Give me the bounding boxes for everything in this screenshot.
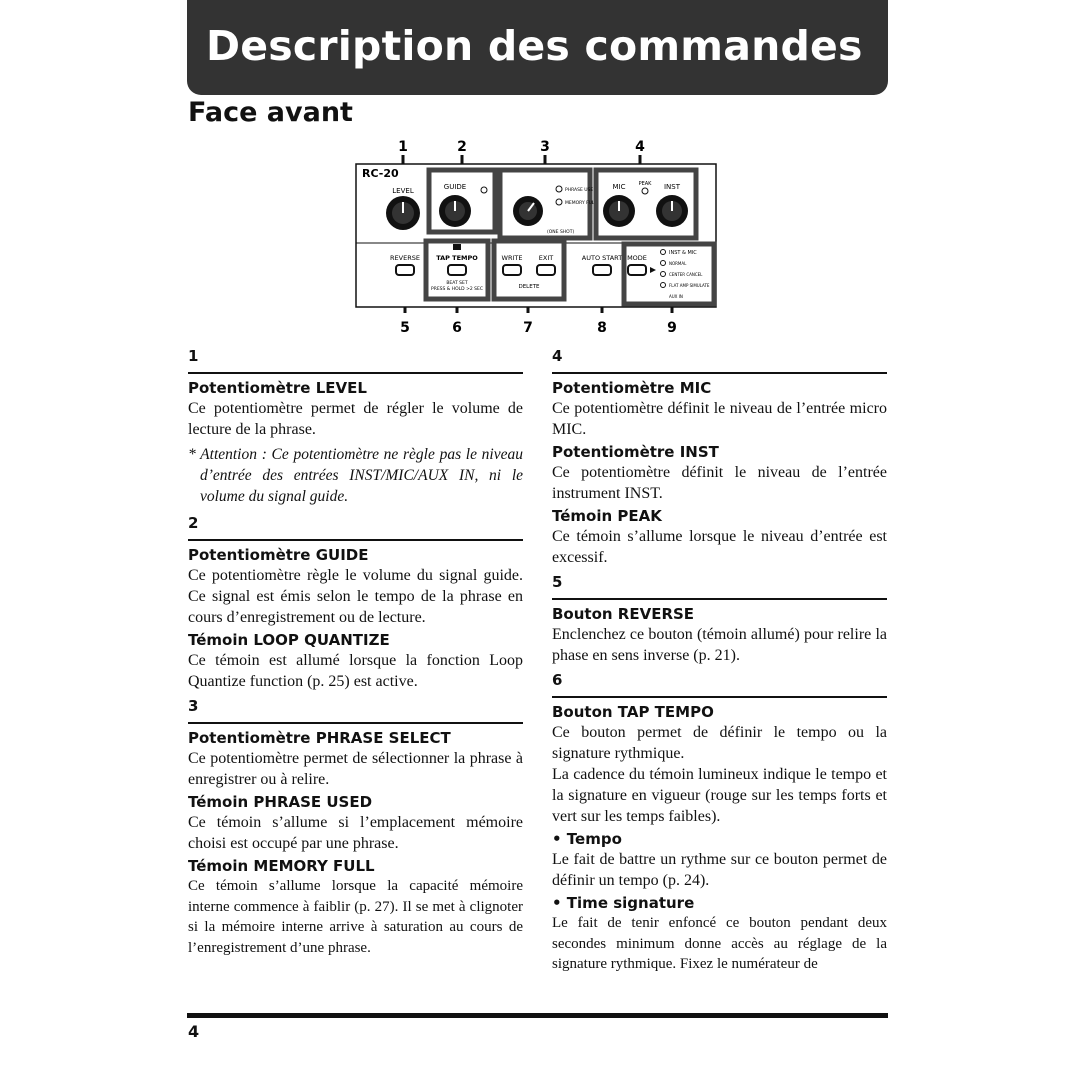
phrase-select-desc: Ce potentiomètre permet de sélectionner la phrase à enregistrer ou à relire. — [188, 750, 523, 788]
guide-knob-title: Potentiomètre GUIDE — [188, 546, 369, 564]
mode-button-icon — [628, 265, 646, 275]
tap-tempo-led-desc: La cadence du témoin lumineux indique le tempo et la signature en vigueur (rouge sur les temps forts et vert sur les temps faibles). — [552, 766, 887, 825]
flat-amp-label: FLAT AMP SIMULATE — [669, 283, 710, 288]
mode-label: MODE — [627, 254, 647, 262]
left-column — [188, 346, 523, 961]
front-panel-diagram — [340, 133, 740, 340]
auto-start-label: AUTO START — [581, 254, 623, 262]
callout-7: 7 — [523, 320, 533, 336]
memory-full-label: MEMORY FULL — [565, 201, 598, 206]
tap-tempo-button-icon — [448, 265, 466, 275]
mic-knob-desc: Ce potentiomètre définit le niveau de l’entrée micro MIC. — [552, 400, 887, 438]
guide-label: GUIDE — [443, 183, 467, 191]
loop-quantize-title: Témoin LOOP QUANTIZE — [188, 631, 390, 649]
memory-full-desc: Ce témoin s’allume lorsque la capacité mémoire interne commence à faiblir (p. 27). Il se met à clignoter si la mémoire interne arrive à saturation au cours de l’enregistrement d’une phrase. — [188, 878, 523, 956]
section-number-2: 2 — [188, 513, 523, 541]
level-knob-icon — [386, 196, 420, 230]
one-shot-label: (ONE SHOT) — [547, 230, 575, 235]
tap-tempo-led-icon — [453, 244, 461, 250]
inst-label: INST — [663, 183, 681, 191]
memory-full-title: Témoin MEMORY FULL — [188, 857, 375, 875]
section-number-4: 4 — [552, 346, 887, 374]
page-number: 4 — [188, 1022, 200, 1041]
phrase-used-label: PHRASE USED — [565, 188, 597, 193]
guide-knob-desc: Ce potentiomètre règle le volume du signal guide. Ce signal est émis selon le tempo de la phrase en cours d’enregistrement ou de lecture. — [188, 567, 523, 626]
reverse-button-desc: Enclenchez ce bouton (témoin allumé) pour relire la phase en sens inverse (p. 21). — [552, 626, 887, 664]
phrase-select-title: Potentiomètre PHRASE SELECT — [188, 729, 451, 747]
center-cancel-led-icon — [661, 272, 666, 277]
center-cancel-label: CENTER CANCEL — [669, 272, 703, 277]
callout-4: 4 — [635, 139, 645, 155]
level-knob-desc: Ce potentiomètre permet de régler le volume de lecture de la phrase. — [188, 400, 523, 438]
reverse-label: REVERSE — [390, 254, 420, 262]
level-knob-note: * Attention : Ce potentiomètre ne règle pas le niveau d’entrée des entrées INST/MIC/AUX IN, ni le volume du signal guide. — [188, 446, 523, 505]
level-label: LEVEL — [392, 187, 414, 195]
inst-knob-icon — [656, 195, 688, 227]
callout-5: 5 — [400, 320, 410, 336]
tempo-bullet: • Tempo — [552, 830, 622, 848]
reverse-button-title: Bouton REVERSE — [552, 605, 695, 623]
exit-button-icon — [537, 265, 555, 275]
time-signature-desc: Le fait de tenir enfoncé ce bouton pendant deux secondes minimum donne accès au réglage de la signature rythmique. Fixez le numérateur de — [552, 915, 887, 972]
level-knob-title: Potentiomètre LEVEL — [188, 379, 367, 397]
phrase-select-knob-icon — [513, 196, 543, 226]
write-button-icon — [503, 265, 521, 275]
loop-quantize-led-icon — [481, 187, 487, 193]
model-label: RC-20 — [362, 167, 399, 180]
right-column — [552, 346, 887, 978]
press-hold-label: PRESS & HOLD >2 SEC — [430, 287, 484, 292]
peak-led-desc: Ce témoin s’allume lorsque le niveau d’entrée est excessif. — [552, 528, 887, 566]
peak-label: PEAK — [638, 181, 652, 187]
time-signature-bullet: • Time signature — [552, 894, 695, 912]
mic-knob-title: Potentiomètre MIC — [552, 379, 712, 397]
tap-tempo-label: TAP TEMPO — [436, 254, 478, 262]
flat-amp-led-icon — [661, 283, 666, 288]
page-title: Description des commandes — [206, 22, 863, 70]
inst-knob-title: Potentiomètre INST — [552, 443, 719, 461]
callout-9: 9 — [667, 320, 677, 336]
callout-2: 2 — [457, 139, 467, 155]
exit-label: EXIT — [538, 254, 554, 262]
normal-led-icon — [661, 261, 666, 266]
phrase-used-led-icon — [556, 186, 562, 192]
callout-1: 1 — [398, 139, 408, 155]
write-label: WRITE — [501, 254, 523, 262]
mic-knob-icon — [603, 195, 635, 227]
inst-mic-led-icon — [661, 250, 666, 255]
footer-rule — [187, 1013, 888, 1018]
normal-label: NORMAL — [669, 261, 687, 266]
callout-6: 6 — [452, 320, 462, 336]
aux-in-label: AUX IN — [669, 294, 683, 299]
memory-full-led-icon — [556, 199, 562, 205]
tap-tempo-title: Bouton TAP TEMPO — [552, 703, 714, 721]
guide-knob-icon — [439, 195, 471, 227]
section-number-6: 6 — [552, 670, 887, 698]
tap-tempo-desc: Ce bouton permet de définir le tempo ou la signature rythmique. — [552, 724, 887, 762]
beat-set-label: BEAT SET — [446, 281, 468, 286]
loop-quantize-desc: Ce témoin est allumé lorsque la fonction Loop Quantize function (p. 25) est active. — [188, 652, 523, 690]
section-number-5: 5 — [552, 572, 887, 600]
section-number-3: 3 — [188, 696, 523, 724]
mic-label: MIC — [612, 183, 626, 191]
auto-start-button-icon — [593, 265, 611, 275]
peak-led-title: Témoin PEAK — [552, 507, 662, 525]
title-bar — [187, 0, 888, 95]
peak-led-icon — [642, 188, 648, 194]
delete-label: DELETE — [518, 284, 540, 290]
callout-3: 3 — [540, 139, 550, 155]
phrase-used-desc: Ce témoin s’allume si l’emplacement mémoire choisi est occupé par une phrase. — [188, 814, 523, 852]
phrase-used-title: Témoin PHRASE USED — [188, 793, 373, 811]
section-title: Face avant — [188, 97, 353, 128]
reverse-button-icon — [396, 265, 414, 275]
tempo-desc: Le fait de battre un rythme sur ce bouton permet de définir un tempo (p. 24). — [552, 851, 887, 889]
inst-knob-desc: Ce potentiomètre définit le niveau de l’entrée instrument INST. — [552, 464, 887, 502]
section-number-1: 1 — [188, 346, 523, 374]
inst-mic-label: INST & MIC — [669, 250, 697, 256]
callout-8: 8 — [597, 320, 607, 336]
